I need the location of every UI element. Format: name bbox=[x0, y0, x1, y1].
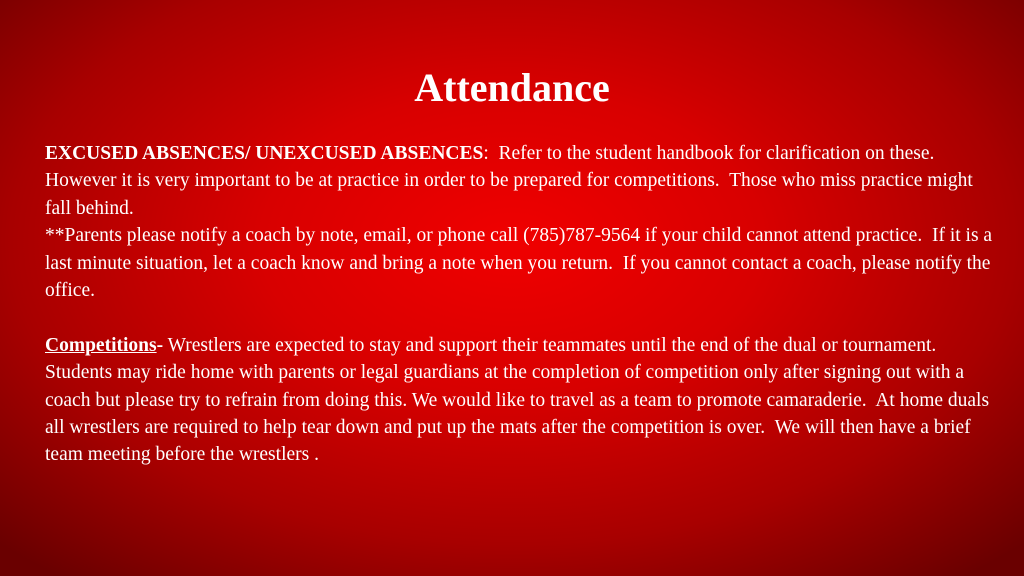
slide-title: Attendance bbox=[414, 65, 610, 110]
absences-paragraph bbox=[45, 140, 995, 222]
slide-body bbox=[45, 140, 995, 469]
competitions-text: Wrestlers are expected to stay and support their teammates until the end of the dual or tournament. Students may ride home with parents or legal guardians at the completion of competition only after signing out with a coach but please try to refrain from doing this. We would like to travel as a team to promote camaraderie. At home duals all wrestlers are required to help tear down and put up the mats after the competition is over. We will then have a brief team meeting before the wrestlers . bbox=[45, 334, 994, 466]
absences-heading: EXCUSED ABSENCES/ UNEXCUSED ABSENCES bbox=[45, 143, 484, 164]
paragraph-spacer bbox=[45, 304, 995, 331]
competitions-dash: - bbox=[156, 334, 164, 356]
parents-note: **Parents please notify a coach by note, email, or phone call (785)787-9564 if your child cannot attend practice. If it is a last minute situation, let a coach know and bring a note when you return. If you cannot contact a coach, please notify the office. bbox=[45, 225, 997, 302]
competitions-paragraph bbox=[45, 332, 995, 469]
absences-text: Refer to the student handbook for clarification on these. However it is very important to be at practice in order to be prepared for competitions. Those who miss practice might fall behind. bbox=[45, 143, 978, 219]
absences-colon: : bbox=[483, 143, 489, 164]
competitions-heading: Competitions bbox=[45, 334, 157, 356]
